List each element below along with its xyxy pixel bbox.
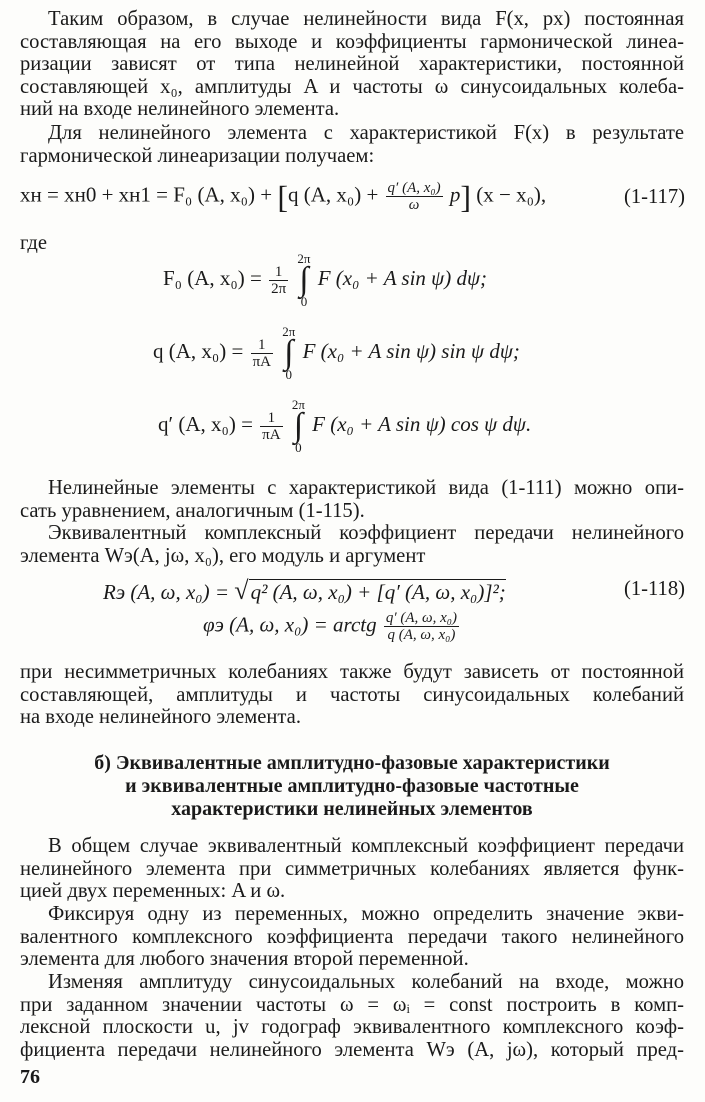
- fraction: [260, 410, 282, 443]
- text-line: лексной плоскости u, jv годограф эквивалентного комплексного коэф-: [20, 1016, 684, 1039]
- text-line: Таким образом, в случае нелинейности вида F(x, px) постоянная: [48, 8, 684, 30]
- lower-limit: 0: [285, 367, 293, 382]
- frac-denominator: πA: [252, 353, 271, 370]
- paragraph-3: [20, 477, 684, 522]
- where-label: где: [20, 232, 48, 254]
- equation-number: (1-118): [624, 578, 685, 600]
- paragraph-1: [20, 8, 684, 121]
- equation-number: (1-117): [624, 186, 685, 208]
- bracket-close: ]: [460, 178, 472, 215]
- frac-numerator: 1: [251, 337, 273, 354]
- equation-1-117: [20, 180, 546, 213]
- eq-lhs: φэ (A, ω, x₀) = arctg: [203, 612, 377, 637]
- upper-limit: 2π: [291, 397, 305, 412]
- upper-limit: 2π: [297, 251, 311, 266]
- eq-lhs: F₀ (A, x₀) =: [163, 265, 262, 290]
- fraction: [251, 337, 273, 370]
- equation-q: [153, 325, 520, 381]
- text-line: ризации зависят от типа нелинейной характеристики, постоянной: [20, 53, 684, 76]
- paragraph-8: [20, 971, 684, 1061]
- integrand: F (x₀ + A sin ψ) cos ψ dψ.: [312, 411, 532, 436]
- eq-tail: (x − x₀),: [476, 182, 547, 207]
- integrand: F (x₀ + A sin ψ) sin ψ dψ;: [302, 338, 520, 363]
- text-line: ний на входе нелинейного элемента.: [20, 98, 340, 121]
- text-line: на входе нелинейного элемента.: [20, 706, 301, 729]
- frac-denominator: πA: [262, 426, 281, 443]
- equation-1-118-R: [103, 576, 506, 606]
- text-line: валентного комплексного коэффициента передачи такого нелинейного: [20, 925, 684, 948]
- paragraph-6: [20, 835, 684, 903]
- eq-lhs: q (A, x₀) =: [153, 338, 244, 363]
- eq-lhs: Rэ (A, ω, x₀) =: [103, 580, 235, 604]
- text-line: Изменяя амплитуду синусоидальных колебаний на входе, можно: [48, 971, 684, 993]
- bracket-open: [: [277, 178, 288, 215]
- frac-denominator: q (A, ω, x₀): [387, 627, 456, 643]
- integral-sign: 2π ∫ 0: [291, 397, 305, 455]
- page-number: 76: [20, 1066, 40, 1088]
- equation-F0: [163, 252, 487, 308]
- frac-denominator: 2π: [271, 280, 287, 297]
- equation-q-prime: [158, 398, 531, 454]
- text-line: элемента для любого значения второй переменной.: [20, 948, 469, 971]
- heading-line: характеристики нелинейных элементов: [171, 798, 533, 820]
- eq-p: p: [449, 182, 461, 207]
- eq-lhs: q′ (A, x₀) =: [158, 411, 253, 436]
- integral-sign: 2π ∫ 0: [297, 251, 311, 309]
- frac-numerator: q′ (A, ω, x₀): [385, 610, 458, 626]
- text-line: сать уравнением, аналогичным (1-115).: [20, 499, 365, 522]
- text-line: гармонической линеаризации получаем:: [20, 144, 375, 167]
- equation-1-118-phi: [203, 610, 461, 643]
- paragraph-7: [20, 903, 684, 971]
- text-line: Для нелинейного элемента с характеристикой F(x) в результате: [48, 122, 684, 144]
- paragraph-4: [20, 522, 684, 567]
- text-line: нелинейного элемента при симметричных колебаниях является функ-: [20, 857, 684, 880]
- integral-sign: 2π ∫ 0: [282, 324, 296, 382]
- frac-numerator: q′ (A, x₀): [387, 180, 441, 196]
- paragraph-5: [20, 661, 684, 729]
- eq-lhs: xн = xн0 + xн1 = F₀ (A, x₀) +: [20, 182, 273, 207]
- text-line: составляющая на его выходе и коэффициенты гармонической линеа-: [20, 30, 684, 53]
- text-line: при заданном значении частоты ω = ωᵢ = const построить в комп-: [20, 993, 684, 1016]
- text-line: элемента Wэ(A, jω, x₀), его модуль и аргумент: [20, 544, 426, 567]
- fraction: [386, 180, 443, 213]
- text-line: Нелинейные элементы с характеристикой вида (1-111) можно опи-: [48, 477, 684, 499]
- text-line: Фиксируя одну из переменных, можно определить значение экви-: [48, 903, 684, 925]
- eq-mid: q (A, x₀) +: [287, 182, 379, 207]
- text-line: Эквивалентный комплексный коэффициент передачи нелинейного: [48, 522, 684, 544]
- heading-line: б) Эквивалентные амплитудно-фазовые характеристики: [94, 752, 610, 774]
- text-line: составляющей x₀, амплитуды A и частоты ω синусоидальных колеба-: [20, 75, 684, 98]
- text-line: составляющей, амплитуды и частоты синусоидальных колебаний: [20, 683, 684, 706]
- section-heading: [20, 752, 684, 821]
- frac-denominator: ω: [408, 197, 420, 213]
- text-line: цией двух переменных: A и ω.: [20, 880, 286, 903]
- frac-numerator: 1: [269, 264, 288, 281]
- sqrt-content: q² (A, ω, x₀) + [q′ (A, ω, x₀)]²;: [250, 580, 506, 604]
- integrand: F (x₀ + A sin ψ) dψ;: [317, 265, 487, 290]
- fraction: [269, 264, 288, 297]
- fraction: [384, 610, 459, 643]
- text-line: при несимметричных колебаниях также будут зависеть от постоянной: [20, 661, 684, 683]
- lower-limit: 0: [300, 294, 308, 309]
- sqrt-sign: √: [234, 576, 249, 605]
- paragraph-2: [20, 122, 684, 167]
- heading-line: и эквивалентные амплитудно-фазовые частотные: [125, 775, 579, 797]
- text-line: фициента передачи нелинейного элемента Wэ (A, jω), который пред-: [20, 1038, 684, 1061]
- frac-numerator: 1: [260, 410, 282, 427]
- text-line: В общем случае эквивалентный комплексный коэффициент передачи: [48, 835, 684, 857]
- upper-limit: 2π: [282, 324, 296, 339]
- lower-limit: 0: [295, 440, 302, 455]
